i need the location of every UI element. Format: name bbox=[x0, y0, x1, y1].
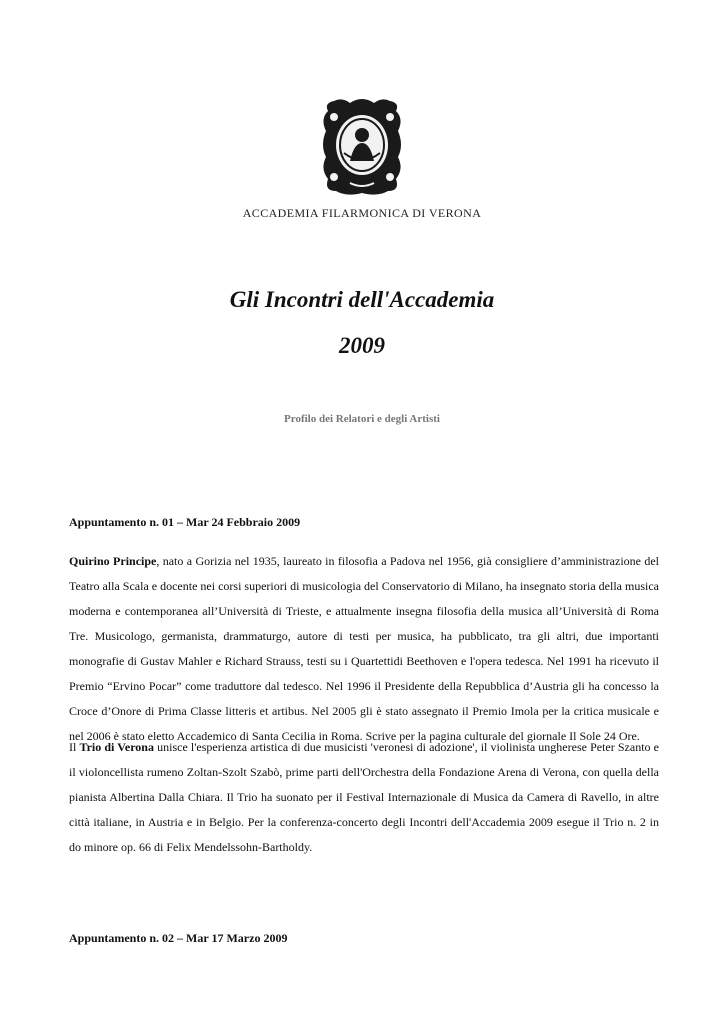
artist-bio: unisce l'esperienza artistica di due musicisti 'veronesi di adozione', il violinista ungherese Peter Szanto e il violoncellista rumeno Zoltan-Szolt Szabò, prime parti dell'Orchestra della Fondazione Arena di Verona, con quella della pianista Albertina Dalla Chiara. Il Trio ha suonato per il Festival Internazionale di Musica da Camera di Ravello, in altre città italiane, in Austria e in Belgio. Per la conferenza-concerto degli Incontri dell'Accademia 2009 esegue il Trio n. 2 in do minore op. 66 di Felix Mendelssohn-Bartholdy. bbox=[69, 740, 659, 854]
speaker-profile-paragraph bbox=[69, 549, 659, 749]
document-year: 2009 bbox=[339, 333, 385, 358]
appointment-heading: Appuntamento n. 02 – Mar 17 Marzo 2009 bbox=[69, 931, 288, 945]
paragraph-prefix: Il bbox=[69, 740, 80, 754]
appointment-heading: Appuntamento n. 01 – Mar 24 Febbraio 2009 bbox=[69, 515, 301, 529]
artist-profile-paragraph bbox=[69, 735, 659, 860]
academy-crest-icon bbox=[320, 97, 404, 197]
academy-name: ACCADEMIA FILARMONICA DI VERONA bbox=[242, 206, 482, 220]
speaker-bio: , nato a Gorizia nel 1935, laureato in filosofia a Padova nel 1956, già consigliere d’amministrazione del Teatro alla Scala e docente nei corsi superiori di musicologia del Conservatorio di Milano, ha insegnato storia della musica moderna e contemporanea all’Università di Trieste, e attualmente insegna filosofia della musica all’Università di Roma Tre. Musicologo, germanista, drammaturgo, autore di testi per musica, ha pubblicato, tra gli altri, due importanti monografie di Gustav Mahler e Richard Strauss, testi su i Quartettidi Beethoven e l'opera tedesca. Nel 1991 ha ricevuto il Premio “Ervino Pocar” come traduttore dal tedesco. Nel 1996 il Presidente della Repubblica d’Austria gli ha concesso la Croce d’Onore di Prima Classe litteris et artibus. Nel 2005 gli è stato assegnato il Premio Imola per la critica musicale e nel 2006 è stato eletto Accademico di Santa Cecilia in Roma. Scrive per la pagina culturale del giornale Il Sole 24 Ore. bbox=[69, 554, 660, 743]
artist-name: Trio di Verona bbox=[79, 740, 154, 754]
document-title: Gli Incontri dell'Accademia bbox=[229, 287, 495, 312]
document-subtitle: Profilo dei Relatori e degli Artisti bbox=[284, 413, 440, 425]
speaker-name: Quirino Principe bbox=[69, 554, 157, 568]
